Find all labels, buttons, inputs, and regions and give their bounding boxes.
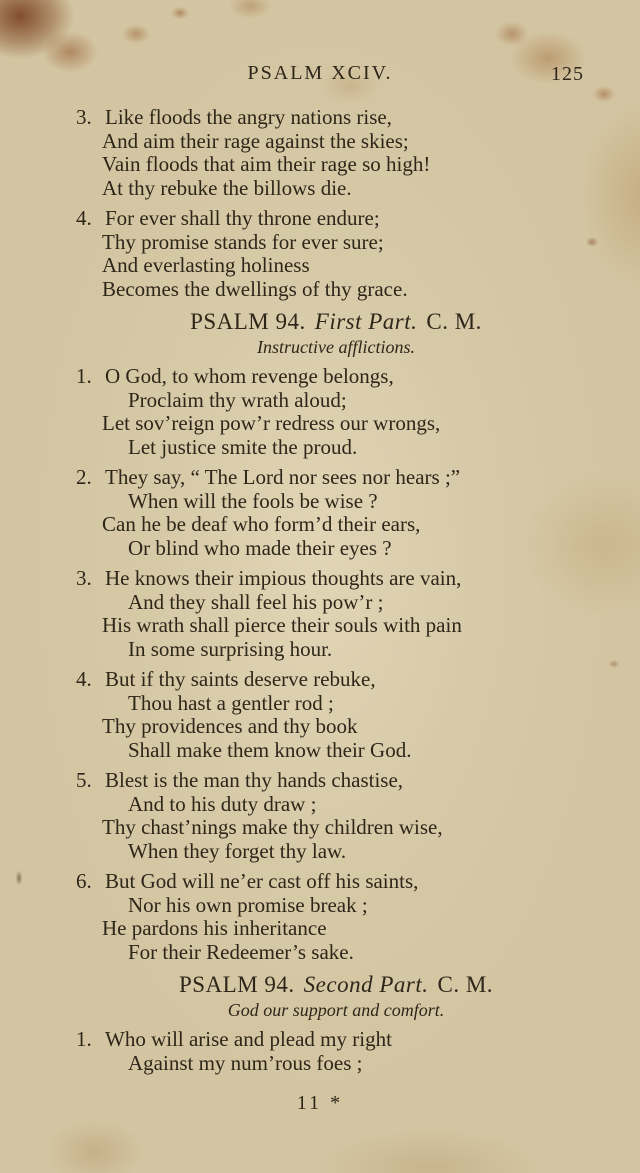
psalm-heading-number: PSALM 94. [178,972,295,997]
verse-line-text: They say, “ The Lord nor sees nor hears ;” [105,465,461,489]
verse-line: In some surprising hour. [128,636,333,661]
verse-line: Nor his own promise break ; [128,892,368,917]
verse-line: And to his duty draw ; [128,791,317,816]
verse-line-text: For ever shall thy throne endure; [105,206,380,230]
verse [76,769,596,863]
verse-line-text: He knows their impious thoughts are vain, [105,566,462,590]
page-number: 125 [551,63,584,85]
verse [76,365,596,459]
verse-line [76,870,596,894]
verse-number: 3. [76,105,92,129]
psalm-heading [76,308,596,335]
verse-line-text: But God will ne’er cast off his saints, [105,869,419,893]
verse-line: Or blind who made their eyes ? [128,535,392,560]
verse-line: When will the fools be wise ? [128,488,378,513]
verse-number: 4. [76,667,92,691]
psalm-heading-number: PSALM 94. [190,309,306,334]
verse-line: And aim their rage against the skies; [102,128,409,153]
psalm-heading-part: First Part. [314,309,418,334]
verse-line [76,567,596,591]
verse-line: And everlasting holiness [102,253,310,277]
hymn-subtitle: Instructive afflictions. [257,337,415,357]
verse-line-text: But if thy saints deserve rebuke, [105,667,376,691]
signature-mark: 11 * [296,1092,344,1114]
verse-line: For their Redeemer’s sake. [128,939,354,964]
verse-line: And they shall feel his pow’r ; [128,589,384,614]
verse-line: Thy chast’nings make thy children wise, [102,815,443,839]
verse [76,1028,596,1075]
verse-line [76,106,596,130]
verse-line: Thy promise stands for ever sure; [102,229,384,254]
verse [76,668,596,762]
verse-number: 5. [76,768,92,792]
verse-line-text: O God, to whom revenge belongs, [105,364,394,388]
verse-line [76,207,596,231]
psalm-heading-part: Second Part. [303,972,429,997]
verse-line-text: Who will arise and plead my right [105,1027,392,1051]
verse-line: He pardons his inheritance [102,916,327,940]
verse-line: Becomes the dwellings of thy grace. [102,276,408,301]
verse-line-text: Like floods the angry nations rise, [105,105,392,129]
verse [76,106,596,200]
psalm-heading [76,971,596,998]
verse-number: 1. [76,364,92,388]
verse-line: Can he be deaf who form’d their ears, [102,512,421,536]
verse-line: At thy rebuke the billows die. [102,175,352,200]
text-block [76,106,596,1082]
running-header: PSALM XCIV. [247,62,393,84]
psalm-heading-meter: C. M. [437,972,494,997]
verse-number: 1. [76,1027,92,1051]
verse-number: 2. [76,465,92,489]
psalm-heading-meter: C. M. [426,309,482,334]
verse-line: His wrath shall pierce their souls with pain [102,613,462,637]
verse-line: Against my num’rous foes ; [128,1050,363,1075]
verse [76,207,596,301]
verse-line: Vain floods that aim their rage so high! [102,152,431,176]
verse-number: 6. [76,869,92,893]
verse-line: Proclaim thy wrath aloud; [128,387,347,412]
verse [76,466,596,560]
verse-line: When they forget thy law. [128,838,347,863]
verse-line: Thou hast a gentler rod ; [128,690,334,715]
verse-line [76,466,596,490]
verse-line [76,769,596,793]
verse-number: 3. [76,566,92,590]
hymn-subtitle: God our support and comfort. [227,1000,445,1020]
verse-line: Shall make them know their God. [128,737,412,762]
verse-line: Let sov’reign pow’r redress our wrongs, [102,411,441,435]
verse-line: Thy providences and thy book [102,714,358,738]
verse-line-text: Blest is the man thy hands chastise, [105,768,404,792]
verse-line [76,1028,596,1052]
verse [76,870,596,964]
verse-number: 4. [76,206,92,230]
verse-line: Let justice smite the proud. [128,434,358,459]
verse-line [76,365,596,389]
verse-line [76,668,596,692]
verse [76,567,596,661]
